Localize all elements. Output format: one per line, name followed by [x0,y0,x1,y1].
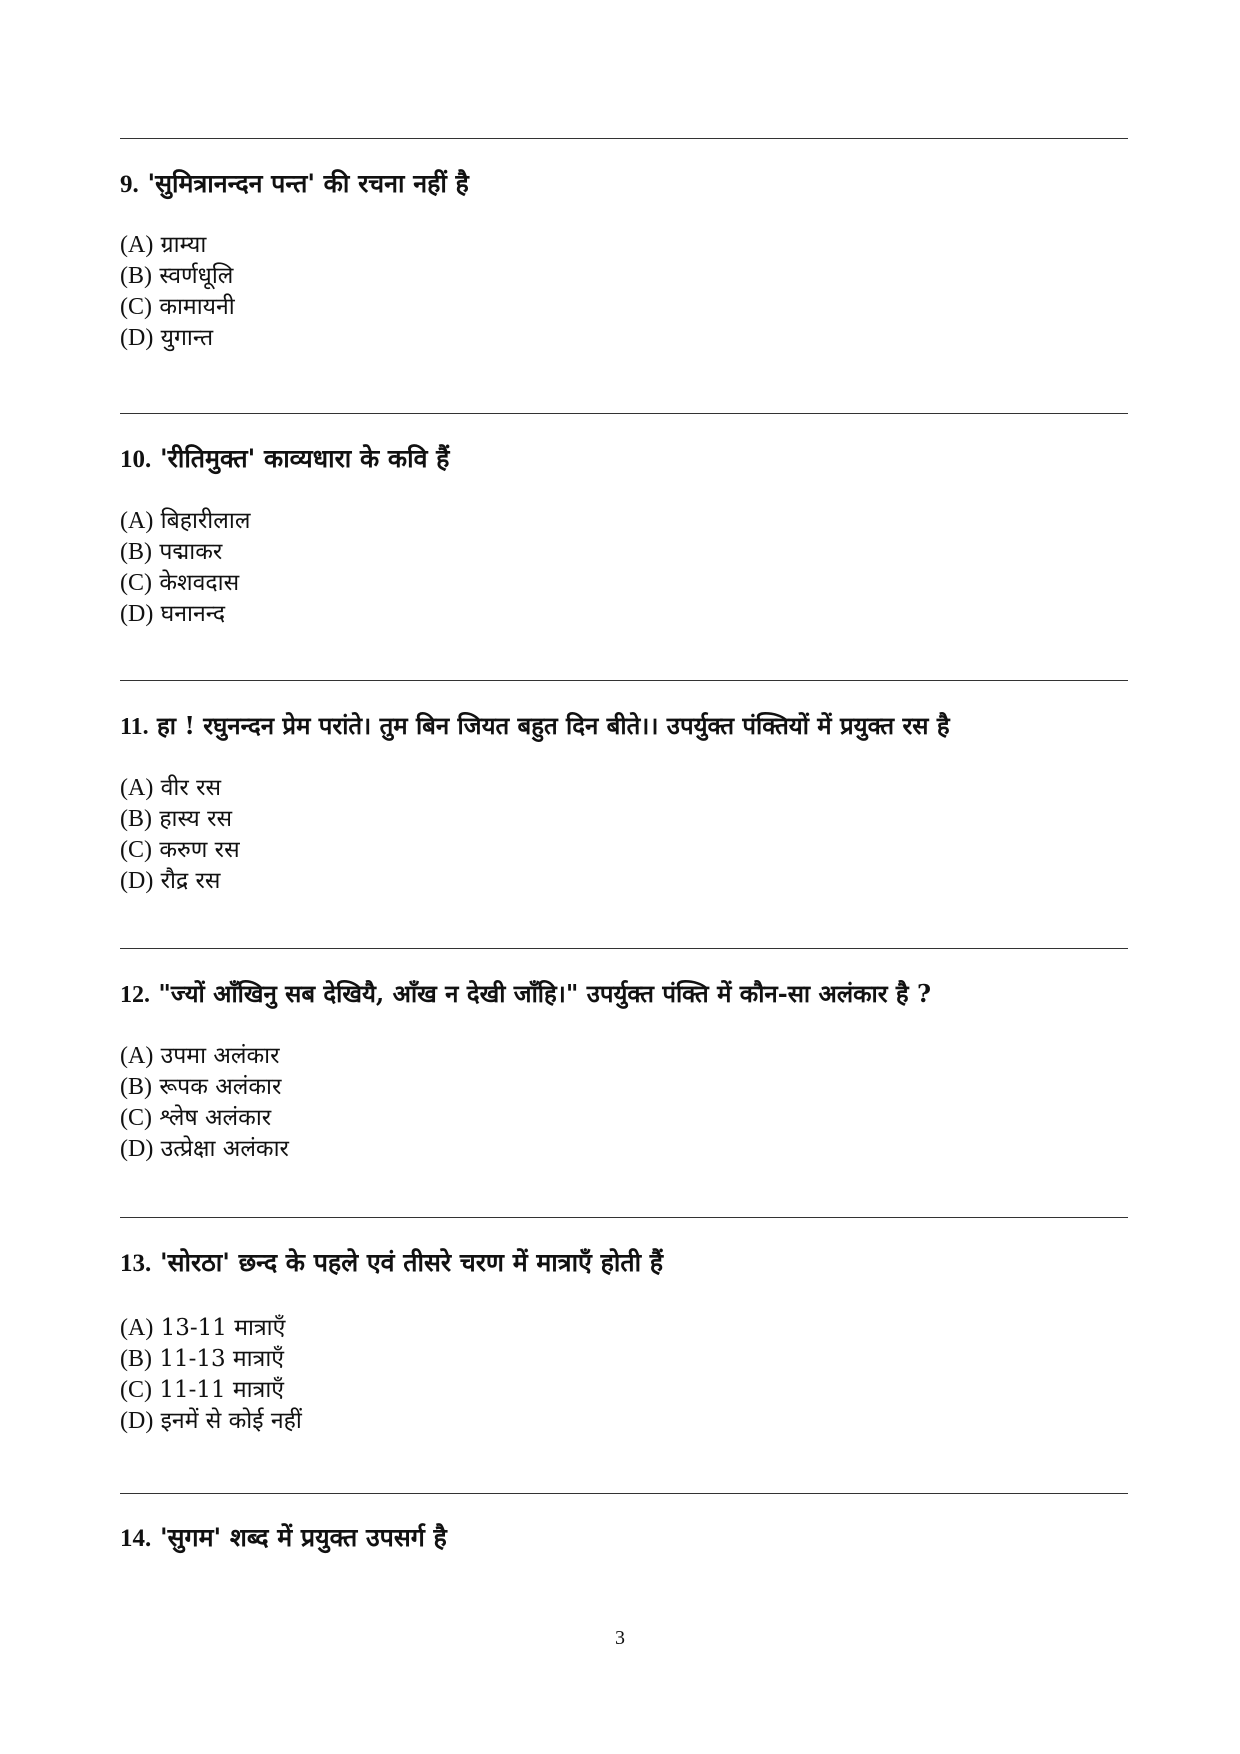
option-c: (C) कामायनी [120,294,235,320]
question-text: हा ! रघुनन्दन प्रेम परांते। तुम बिन जियत बहुत दिन बीते।। उपर्युक्त पंक्तियों में प्रयुक्त रस है [157,711,950,740]
question-number: 10. [120,446,152,473]
option-b: (B) स्वर्णधूलि [120,263,234,289]
option-a: (A) 13-11 मात्राएँ [120,1315,286,1341]
option-b: (B) हास्य रस [120,806,233,832]
option-a: (A) ग्राम्या [120,232,207,258]
option-d: (D) इनमें से कोई नहीं [120,1408,302,1434]
option-a: (A) उपमा अलंकार [120,1043,280,1069]
question-number: 9. [120,171,139,198]
option-list-11 [120,773,240,897]
question-text: "ज्यों आँखिनु सब देखियै, आँख न देखी जाँहि।" उपर्युक्त पंक्ति में कौन-सा अलंकार है ? [158,979,932,1008]
option-a: (A) वीर रस [120,775,222,801]
separator-rule [120,1217,1128,1218]
question-14 [120,1522,1130,1555]
separator-rule [120,413,1128,414]
separator-rule [120,1493,1128,1494]
option-list-10 [120,506,250,630]
separator-rule [120,138,1128,139]
question-text: 'सुगम' शब्द में प्रयुक्त उपसर्ग है [159,1523,447,1552]
option-list-9 [120,230,235,354]
question-number: 13. [120,1250,152,1277]
question-12 [120,978,1130,1011]
option-a: (A) बिहारीलाल [120,508,251,534]
question-9 [120,168,1130,201]
option-c: (C) 11-11 मात्राएँ [120,1377,285,1403]
page-number: 3 [615,1627,625,1649]
separator-rule [120,680,1128,681]
question-text: 'सुमित्रानन्दन पन्त' की रचना नहीं है [147,169,469,198]
separator-rule [120,948,1128,949]
option-list-12 [120,1041,289,1165]
option-list-13 [120,1313,302,1437]
option-d: (D) रौद्र रस [120,868,221,894]
option-b: (B) पद्माकर [120,539,223,565]
question-number: 11. [120,714,149,740]
option-d: (D) घनानन्द [120,601,226,627]
option-d: (D) उत्प्रेक्षा अलंकार [120,1136,289,1162]
option-d: (D) युगान्त [120,325,214,351]
question-text: 'सोरठा' छन्द के पहले एवं तीसरे चरण में मात्राएँ होती हैं [159,1248,664,1277]
question-11 [120,710,1130,743]
option-c: (C) केशवदास [120,570,240,596]
question-10 [120,443,1130,476]
question-13 [120,1247,1130,1280]
question-text: 'रीतिमुक्त' काव्यधारा के कवि हैं [159,444,450,473]
question-number: 12. [120,982,150,1008]
option-c: (C) श्लेष अलंकार [120,1105,272,1131]
option-b: (B) 11-13 मात्राएँ [120,1346,285,1372]
question-number: 14. [120,1525,152,1552]
option-b: (B) रूपक अलंकार [120,1074,282,1100]
option-c: (C) करुण रस [120,837,240,863]
